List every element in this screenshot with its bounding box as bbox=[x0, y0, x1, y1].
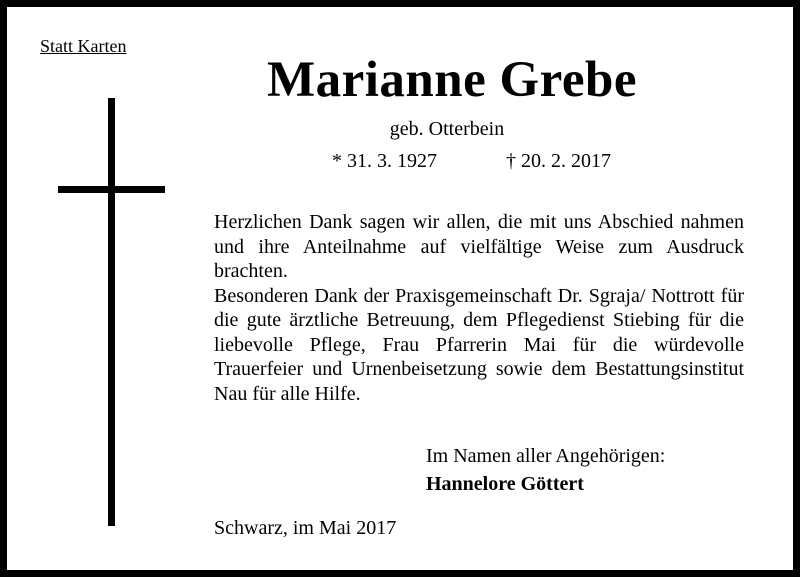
cross-horizontal-bar bbox=[58, 186, 165, 193]
thank-you-text bbox=[214, 210, 744, 406]
birth-date: * 31. 3. 1927 bbox=[332, 150, 437, 172]
signer-name: Hannelore Göttert bbox=[426, 473, 584, 495]
place-and-date: Schwarz, im Mai 2017 bbox=[214, 517, 397, 539]
deceased-name: Marianne Grebe bbox=[266, 52, 638, 108]
special-thanks-paragraph: Besonderen Dank der Praxisgemeinschaft Dr. Sgraja/ Nottrott für die gute ärztliche Betreuung, dem Pflegedienst Stiebing für die liebevolle Pflege, Frau Pfarrerin Mai für die würdevolle Trauerfeier und Urnenbeisetzung sowie dem Bestattungsinstitut Nau für alle Hilfe. bbox=[214, 284, 744, 405]
thank-you-paragraph: Herzlichen Dank sagen wir allen, die mit uns Abschied nahmen und ihre Anteilnahme auf vielfältige Weise zum Ausdruck brachten. bbox=[214, 211, 744, 282]
death-date: † 20. 2. 2017 bbox=[506, 150, 611, 172]
cross-vertical-bar bbox=[108, 98, 115, 526]
signoff bbox=[426, 442, 665, 498]
signoff-line: Im Namen aller Angehörigen: bbox=[426, 445, 666, 467]
statt-karten-label: Statt Karten bbox=[40, 36, 127, 56]
maiden-name: geb. Otterbein bbox=[389, 118, 505, 140]
